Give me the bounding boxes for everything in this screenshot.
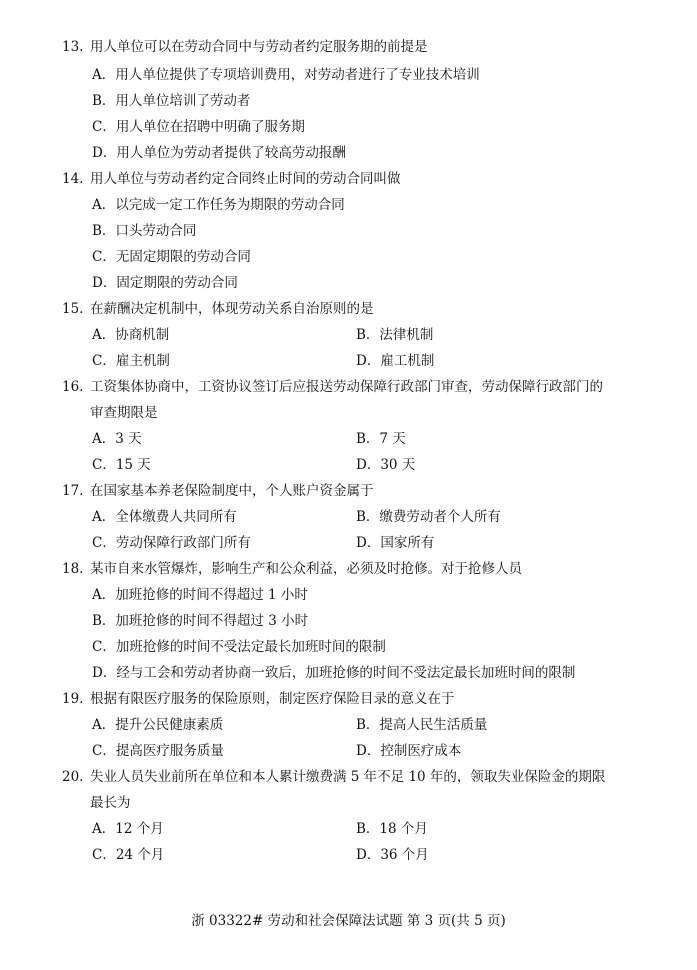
question-20-stem — [62, 764, 642, 790]
q13-option-a: A．用人单位提供了专项培训费用，对劳动者进行了专业技术培训 — [92, 67, 480, 83]
q18-option-d: D．经与工会和劳动者协商一致后，加班抢修的时间不受法定最长加班时间的限制 — [92, 665, 576, 681]
question-13-stem — [62, 34, 642, 60]
q14-option-d: D．固定期限的劳动合同 — [92, 275, 238, 291]
q13-option-b: B．用人单位培训了劳动者 — [92, 93, 251, 109]
q18-option-a: A．加班抢修的时间不得超过 1 小时 — [92, 587, 308, 603]
q18-option-b: B．加班抢修的时间不得超过 3 小时 — [92, 613, 309, 629]
page-footer: 浙 03322# 劳动和社会保障法试题 第 3 页(共 5 页) — [191, 913, 506, 929]
q14-option-a: A．以完成一定工作任务为期限的劳动合同 — [92, 197, 345, 213]
q15-option-a: A．协商机制 — [92, 327, 170, 343]
q17-option-c: C．劳动保障行政部门所有 — [92, 535, 251, 551]
q16-option-a: A．3 天 — [92, 431, 142, 447]
question-number: 17. — [62, 483, 84, 499]
q20-option-b: B．18 个月 — [356, 821, 428, 837]
q14-option-c: C．无固定期限的劳动合同 — [92, 249, 251, 265]
question-text: 用人单位可以在劳动合同中与劳动者约定服务期的前提是 — [90, 39, 428, 55]
question-text: 用人单位与劳动者约定合同终止时间的劳动合同叫做 — [90, 171, 401, 187]
question-20-stem-cont: 最长为 — [90, 795, 131, 811]
q17-option-b: B．缴费劳动者个人所有 — [356, 509, 501, 525]
q15-option-b: B．法律机制 — [356, 327, 434, 343]
q17-option-d: D．国家所有 — [356, 535, 435, 551]
question-number: 16. — [62, 379, 84, 395]
question-number: 20. — [62, 769, 84, 785]
q15-option-c: C．雇主机制 — [92, 353, 170, 369]
question-15-stem — [62, 296, 642, 322]
q13-option-d: D．用人单位为劳动者提供了较高劳动报酬 — [92, 145, 346, 161]
question-number: 14. — [62, 171, 84, 187]
question-number: 15. — [62, 301, 84, 317]
q17-option-a: A．全体缴费人共同所有 — [92, 509, 237, 525]
question-number: 19. — [62, 691, 84, 707]
question-number: 13. — [62, 39, 84, 55]
q20-option-a: A．12 个月 — [92, 821, 164, 837]
question-text: 某市自来水管爆炸，影响生产和公众利益，必须及时抢修。对于抢修人员 — [90, 561, 522, 577]
question-16-stem — [62, 374, 642, 400]
q19-option-a: A．提升公民健康素质 — [92, 717, 224, 733]
q13-option-c: C．用人单位在招聘中明确了服务期 — [92, 119, 305, 135]
question-text: 在国家基本养老保险制度中，个人账户资金属于 — [90, 483, 374, 499]
question-16-stem-cont: 审查期限是 — [90, 405, 158, 421]
q18-option-c: C．加班抢修的时间不受法定最长加班时间的限制 — [92, 639, 386, 655]
q16-option-d: D．30 天 — [356, 457, 416, 473]
question-14-stem — [62, 166, 642, 192]
q16-option-c: C．15 天 — [92, 457, 151, 473]
q15-option-d: D．雇工机制 — [356, 353, 435, 369]
q14-option-b: B．口头劳动合同 — [92, 223, 197, 239]
question-number: 18. — [62, 561, 84, 577]
question-17-stem — [62, 478, 642, 504]
q20-option-c: C．24 个月 — [92, 847, 165, 863]
q19-option-c: C．提高医疗服务质量 — [92, 743, 224, 759]
q20-option-d: D．36 个月 — [356, 847, 429, 863]
question-text: 在薪酬决定机制中，体现劳动关系自治原则的是 — [90, 301, 374, 317]
question-19-stem — [62, 686, 642, 712]
question-text: 失业人员失业前所在单位和本人累计缴费满 5 年不足 10 年的，领取失业保险金的期限 — [90, 769, 606, 785]
question-18-stem — [62, 556, 642, 582]
question-text: 工资集体协商中，工资协议签订后应报送劳动保障行政部门审查，劳动保障行政部门的 — [90, 379, 603, 395]
q19-option-b: B．提高人民生活质量 — [356, 717, 488, 733]
question-text: 根据有限医疗服务的保险原则，制定医疗保险目录的意义在于 — [90, 691, 455, 707]
q16-option-b: B．7 天 — [356, 431, 406, 447]
q19-option-d: D．控制医疗成本 — [356, 743, 462, 759]
